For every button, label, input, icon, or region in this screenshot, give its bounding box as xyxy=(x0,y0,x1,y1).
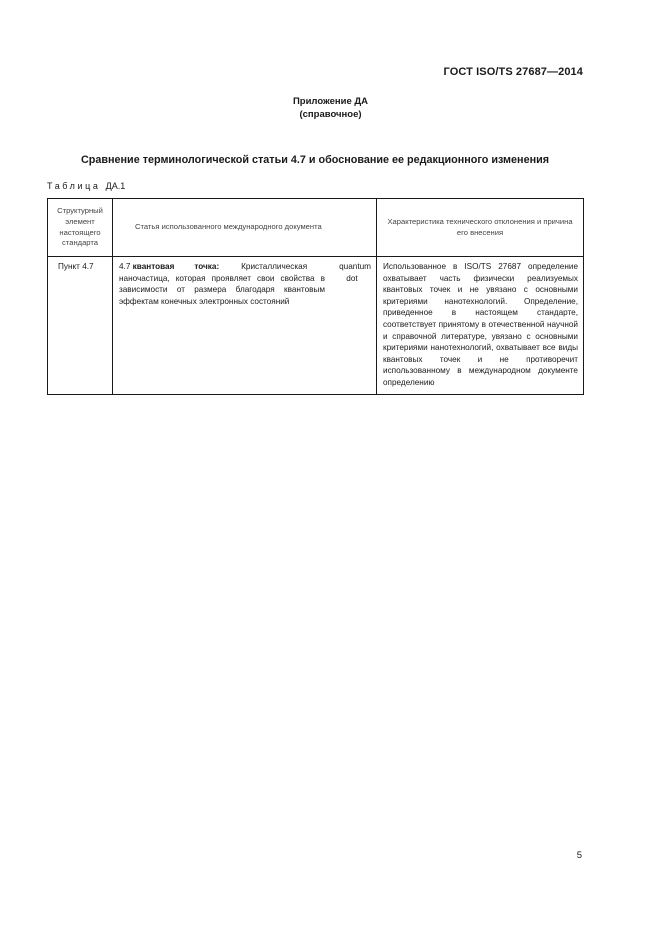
table-row xyxy=(48,257,584,395)
header-deviation-reason: Характеристика технического отклонения и причина его внесения xyxy=(377,199,584,257)
definition-first-word: Кристаллическая xyxy=(241,262,308,271)
document-code: ГОСТ ISO/TS 27687—2014 xyxy=(443,66,583,78)
term-word-2: точка: xyxy=(194,262,220,271)
comparison-table xyxy=(47,198,584,395)
term-line xyxy=(119,261,371,273)
table-caption-number: ДА.1 xyxy=(105,181,126,191)
section-heading: Сравнение терминологической статьи 4.7 и обоснование ее редакционного изменения xyxy=(80,154,550,166)
cell-justification: Использованное в ISO/TS 27687 определение охватывает часть физически реализуемых квантовых точек и не увязано с основными критериями нанотехнологий. Определение, приведенное в настоящем стандарте, соответствует принятому в отечественной научной и справочной литературе, увязано с основными критериями нанотехнологий, охватывает все виды квантовых точек и не противоречит использованному в международном документе определению xyxy=(377,257,584,395)
term-number: 4.7 xyxy=(119,262,131,271)
term-word-1: квантовая xyxy=(132,262,175,271)
english-term-2: dot xyxy=(346,273,358,283)
cell-article xyxy=(113,257,377,395)
english-term-1: quantum xyxy=(339,262,371,271)
table-header-row xyxy=(48,199,584,257)
table-caption-label: Таблица xyxy=(47,181,101,191)
annex-title: Приложение ДА xyxy=(292,96,369,107)
annex-block xyxy=(0,95,661,121)
header-international-article: Статья использованного международного документа xyxy=(113,199,377,257)
table-caption xyxy=(47,181,125,191)
header-structural-element: Структурный элемент настоящего стандарта xyxy=(48,199,113,257)
annex-subtitle: (справочное) xyxy=(299,109,362,120)
definition-text: наночастица, которая проявляет свои свойства в зависимости от размера благодаря квантовым эффектам конечных электронных состояний xyxy=(119,273,325,306)
cell-element: Пункт 4.7 xyxy=(48,257,113,395)
page-number: 5 xyxy=(576,850,582,861)
